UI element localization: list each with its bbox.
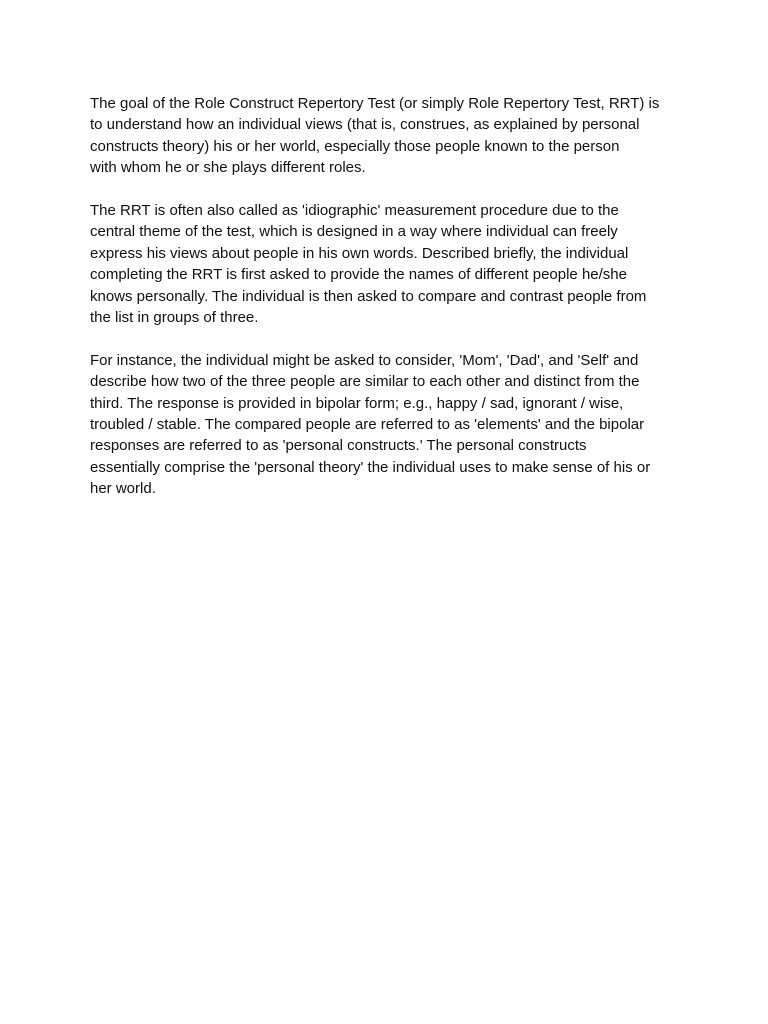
paragraph-2: The RRT is often also called as 'idiographic' measurement procedure due to the central theme of the test, which is designed in a way where individual can freely express his views about people in his own words. Described briefly, the individual completing the RRT is first asked to provide the names of different people he/she knows personally. The individual is then asked to compare and contrast people from the list in groups of three. [90, 202, 647, 327]
paragraph-1: The goal of the Role Construct Repertory Test (or simply Role Repertory Test, RRT) is to understand how an individual views (that is, construes, as explained by personal constructs theory) his or her world, especially those people known to the person with whom he or she plays different roles. [90, 95, 660, 177]
paragraph-3: For instance, the individual might be asked to consider, 'Mom', 'Dad', and 'Self' and describe how two of the three people are similar to each other and distinct from the third. The response is provided in bipolar form; e.g., happy / sad, ignorant / wise, troubled / stable. The compared people are referred to as 'elements' and the bipolar responses are referred to as 'personal constructs.' The personal constructs essentially comprise the 'personal theory' the individual uses to make sense of his or her world. [90, 351, 651, 498]
document-body [90, 93, 680, 521]
